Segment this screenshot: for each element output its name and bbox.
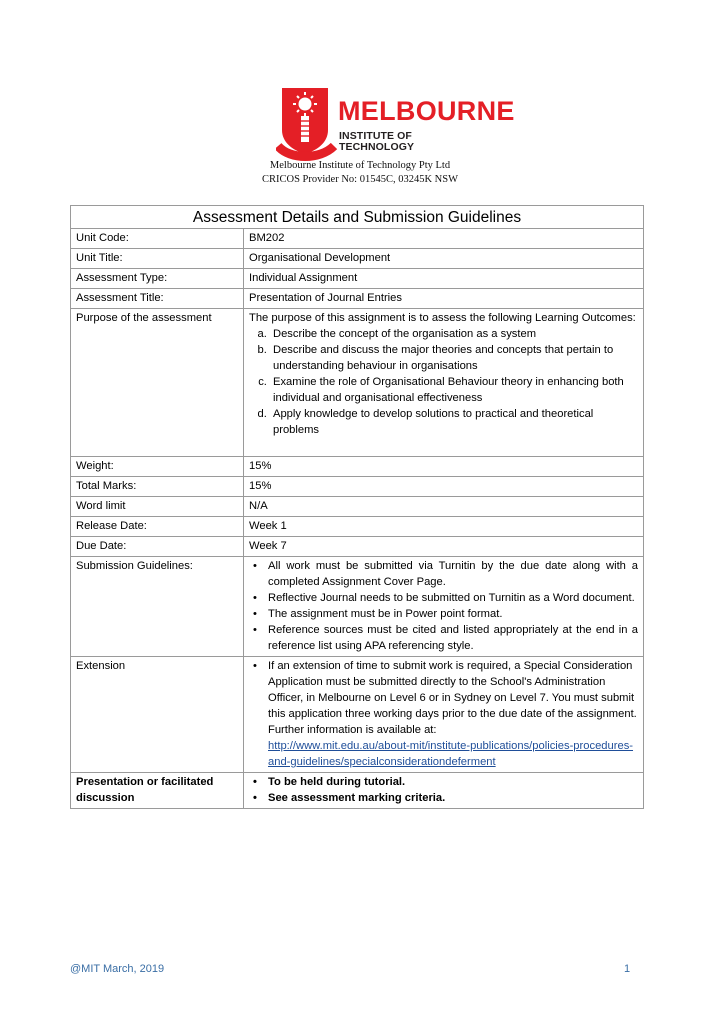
extension-text: If an extension of time to submit work is required, a Special Consideration Application must be submitted directly to the School's Administration Officer, in Melbourne on Level 6 or in Sydney on Level 7. You must submit this application three working days prior to the due date of the assignment. Further information is available at: (268, 660, 637, 736)
presentation-cell (244, 773, 644, 809)
purpose-cell (244, 309, 644, 457)
footer-date: @MIT March, 2019 (70, 963, 165, 975)
table-row (71, 477, 644, 497)
row-label: Due Date: (71, 537, 244, 557)
bullet-icon: • (253, 608, 257, 620)
table-row (71, 289, 644, 309)
table-row (71, 557, 644, 657)
table-row (71, 657, 644, 773)
table-row (71, 457, 644, 477)
extension-list (249, 658, 638, 770)
submission-cell (244, 557, 644, 657)
row-label: Extension (71, 657, 244, 773)
logo-wordmark: MELBOURNE (338, 96, 515, 126)
logo-subtitle: INSTITUTE OF TECHNOLOGY (339, 130, 415, 153)
learning-outcomes-list (249, 326, 638, 438)
list-item-text: All work must be submitted via Turnitin by the due date along with a completed Assignment Cover Page. (268, 560, 638, 588)
special-consideration-link[interactable]: http://www.mit.edu.au/about-mit/institute-publications/policies-procedures-and-guidelines/specialconsiderationdeferment (268, 740, 634, 768)
table-row (71, 229, 644, 249)
table-row (71, 537, 644, 557)
table-row (71, 309, 644, 457)
row-value: Individual Assignment (244, 269, 644, 289)
submission-list (249, 558, 638, 654)
list-item-text: To be held during tutorial. (268, 776, 406, 788)
list-item (253, 790, 638, 806)
row-label: Release Date: (71, 517, 244, 537)
row-value: Organisational Development (244, 249, 644, 269)
page-number: 1 (624, 963, 631, 975)
list-item-text: The assignment must be in Power point format. (268, 608, 503, 620)
row-label: Submission Guidelines: (71, 557, 244, 657)
row-label: Assessment Title: (71, 289, 244, 309)
row-value: 15% (244, 457, 644, 477)
row-value: BM202 (244, 229, 644, 249)
list-item: d. Apply knowledge to develop solutions to practical and theoretical problems (270, 406, 638, 438)
table-row (71, 517, 644, 537)
bullet-icon: • (253, 660, 257, 672)
table-row (71, 773, 644, 809)
mit-logo (276, 84, 515, 166)
row-value: Week 7 (244, 537, 644, 557)
mit-crest-icon (276, 84, 338, 166)
bullet-icon: • (253, 792, 257, 804)
row-label: Purpose of the assessment (71, 309, 244, 457)
cricos-number: CRICOS Provider No: 01545C, 03245K NSW (261, 174, 458, 185)
list-item (253, 622, 638, 654)
table-title: Assessment Details and Submission Guidelines (71, 206, 644, 229)
row-label: Weight: (71, 457, 244, 477)
list-item: a. Describe the concept of the organisation as a system (270, 326, 638, 342)
row-value: N/A (244, 497, 644, 517)
row-label: Unit Code: (71, 229, 244, 249)
extension-cell (244, 657, 644, 773)
row-label: Total Marks: (71, 477, 244, 497)
assessment-details-table (70, 205, 644, 809)
list-item (253, 606, 638, 622)
list-item-text: Reference sources must be cited and listed appropriately at the end in a reference list using APA referencing style. (268, 624, 638, 652)
list-item (253, 558, 638, 590)
list-item: c. Examine the role of Organisational Behaviour theory in enhancing both individual and organisational effectiveness (270, 374, 638, 406)
list-item: b. Describe and discuss the major theories and concepts that pertain to understanding behaviour in organisations (270, 342, 638, 374)
row-label: Word limit (71, 497, 244, 517)
row-label: Presentation or facilitated discussion (71, 773, 244, 809)
list-item (253, 590, 638, 606)
bullet-icon: • (253, 560, 257, 572)
bullet-icon: • (253, 592, 257, 604)
table-row (71, 497, 644, 517)
list-item (253, 774, 638, 790)
provider-name: Melbourne Institute of Technology Pty Ltd (269, 160, 451, 171)
presentation-list (249, 774, 638, 806)
row-value: 15% (244, 477, 644, 497)
bullet-icon: • (253, 776, 257, 788)
list-item-text: Reflective Journal needs to be submitted on Turnitin as a Word document. (268, 592, 635, 604)
table-row (71, 269, 644, 289)
row-label: Assessment Type: (71, 269, 244, 289)
row-label: Unit Title: (71, 249, 244, 269)
bullet-icon: • (253, 624, 257, 636)
purpose-intro: The purpose of this assignment is to assess the following Learning Outcomes: (249, 312, 636, 324)
row-value: Presentation of Journal Entries (244, 289, 644, 309)
list-item-text: See assessment marking criteria. (268, 792, 446, 804)
row-value: Week 1 (244, 517, 644, 537)
list-item (253, 658, 638, 770)
table-row (71, 249, 644, 269)
